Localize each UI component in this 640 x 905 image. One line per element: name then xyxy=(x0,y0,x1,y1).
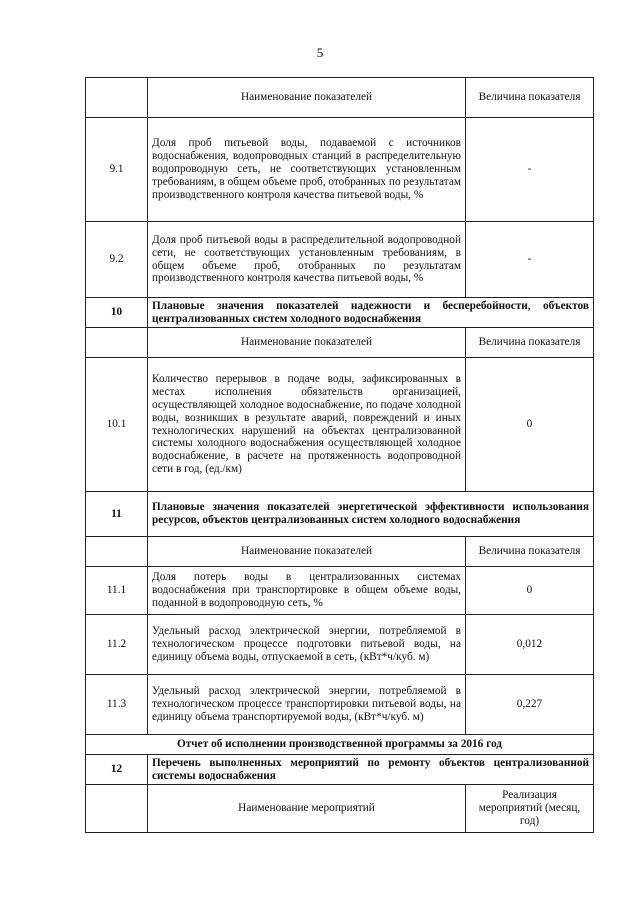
row-value: 0 xyxy=(466,567,594,615)
row-value: 0 xyxy=(466,358,594,492)
row-value: 0,227 xyxy=(466,675,594,735)
row-number: 9.1 xyxy=(86,118,148,222)
section-number: 11 xyxy=(86,492,148,537)
header-name: Наименование показателей xyxy=(148,537,466,567)
section-row xyxy=(86,298,594,328)
row-number: 9.2 xyxy=(86,222,148,298)
table-row xyxy=(86,222,594,298)
header-value: Величина показателя xyxy=(466,78,594,118)
row-value: - xyxy=(466,222,594,298)
header-row xyxy=(86,78,594,118)
header-empty-cell xyxy=(86,328,148,358)
row-description: Удельный расход электрической энергии, потребляемой в технологическом процессе подготовки питьевой воды, на единицу объема воды, отпускаемой в сеть, (кВт*ч/куб. м) xyxy=(148,615,466,675)
section-row xyxy=(86,755,594,785)
indicators-table xyxy=(85,77,594,833)
row-number: 11.2 xyxy=(86,615,148,675)
table-row xyxy=(86,675,594,735)
section-number: 10 xyxy=(86,298,148,328)
report-title: Отчет об исполнении производственной программы за 2016 год xyxy=(86,735,594,755)
section-title: Плановые значения показателей энергетической эффективности использования ресурсов, объектов централизованных систем холодного водоснабжения xyxy=(148,492,594,537)
table-row xyxy=(86,358,594,492)
section-number: 12 xyxy=(86,755,148,785)
header-value: Величина показателя xyxy=(466,537,594,567)
header-name: Наименование показателей xyxy=(148,328,466,358)
section-title: Перечень выполненных мероприятий по ремонту объектов централизованной системы водоснабжения xyxy=(148,755,594,785)
row-number: 11.1 xyxy=(86,567,148,615)
section-row xyxy=(86,492,594,537)
table-row xyxy=(86,567,594,615)
header-value: Величина показателя xyxy=(466,328,594,358)
row-number: 11.3 xyxy=(86,675,148,735)
row-description: Доля проб питьевой воды, подаваемой с источников водоснабжения, водопроводных станций в распределительную водопроводную сеть, не соответствующих установленным требованиям, в общем объеме проб, отобранных по результатам производственного контроля качества питьевой воды, % xyxy=(148,118,466,222)
header-value: Реализация мероприятий (месяц, год) xyxy=(466,785,594,833)
report-title-row xyxy=(86,735,594,755)
header-empty-cell xyxy=(86,785,148,833)
row-description: Удельный расход электрической энергии, потребляемой в технологическом процессе транспортировки питьевой воды, на единицу объема транспортируемой воды, (кВт*ч/куб. м) xyxy=(148,675,466,735)
row-description: Доля потерь воды в централизованных системах водоснабжения при транспортировке в общем объеме воды, поданной в водопроводную сеть, % xyxy=(148,567,466,615)
row-description: Доля проб питьевой воды в распределительной водопроводной сети, не соответствующих установленным требованиям, в общем объеме проб, отобранных по результатам производственного контроля качества питьевой воды, % xyxy=(148,222,466,298)
table-row xyxy=(86,615,594,675)
header-row xyxy=(86,328,594,358)
header-name: Наименование показателей xyxy=(148,78,466,118)
header-name: Наименование мероприятий xyxy=(148,785,466,833)
row-value: 0,012 xyxy=(466,615,594,675)
row-description: Количество перерывов в подаче воды, зафиксированных в местах исполнения обязательств организацией, осуществляющей холодное водоснабжение, по подаче холодной воды, возникших в результате аварий, повреждений и иных технологических нарушений на объектах централизованной системы холодного водоснабжения осуществляющей холодное водоснабжение, в расчете на протяженность водопроводной сети в год, (ед./км) xyxy=(148,358,466,492)
page-number: 5 xyxy=(316,45,324,60)
row-number: 10.1 xyxy=(86,358,148,492)
header-empty-cell xyxy=(86,537,148,567)
section-title: Плановые значения показателей надежности и бесперебойности, объектов централизованных систем холодного водоснабжения xyxy=(148,298,594,328)
table-row xyxy=(86,118,594,222)
header-row xyxy=(86,537,594,567)
header-empty-cell xyxy=(86,78,148,118)
row-value: - xyxy=(466,118,594,222)
header-row xyxy=(86,785,594,833)
